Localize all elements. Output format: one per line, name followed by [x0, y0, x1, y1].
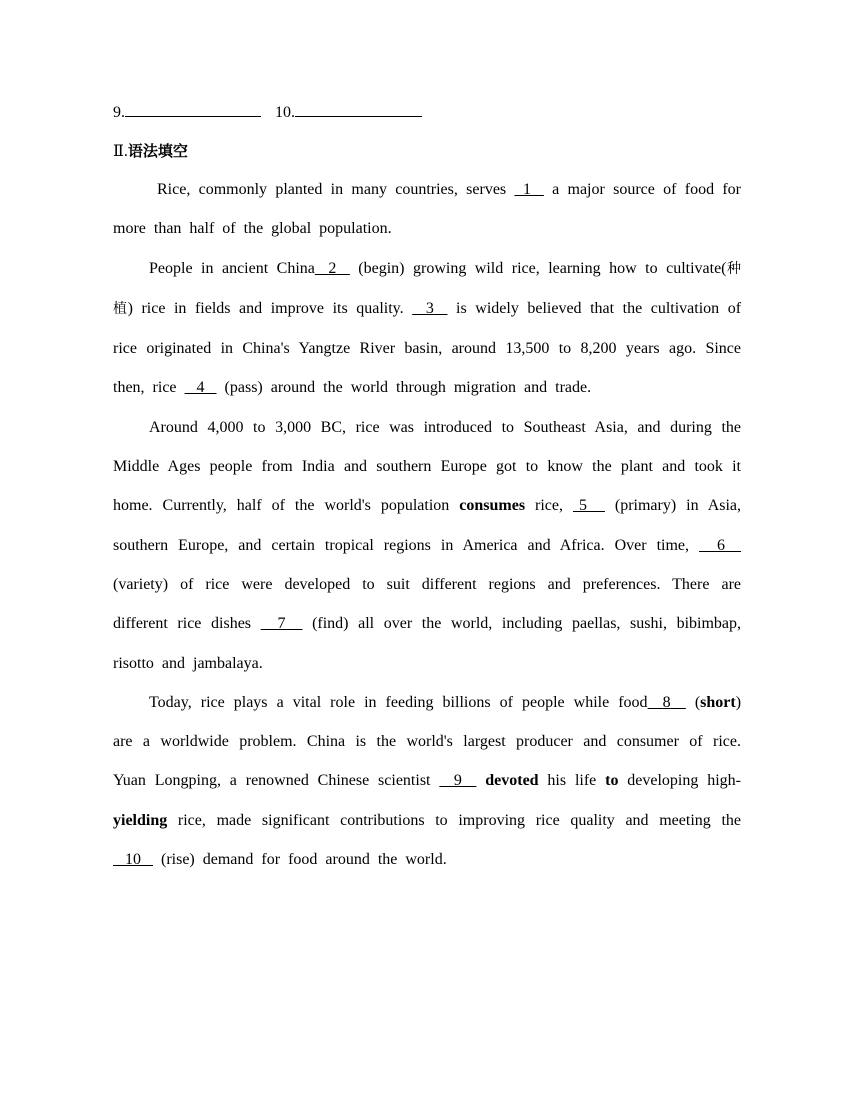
blank-7 [261, 615, 303, 632]
text-span: (variety) of rice were developed to suit different regions and preferences. There are different rice dishes [113, 575, 741, 633]
text-span: (rise) demand for food around the world. [153, 851, 447, 869]
chinese-gloss: 种植 [113, 260, 742, 317]
blank-10 [113, 851, 153, 868]
text-span: (begin) growing wild rice, learning how to cultivate( [349, 259, 727, 277]
blank-9 [439, 772, 476, 789]
answer-label-10: 10. [275, 104, 295, 121]
bold-word: consumes [459, 497, 526, 515]
text-span: rice, [525, 497, 573, 515]
text-span: Today, rice plays a vital role in feeding billions of people while food [149, 693, 648, 711]
bold-word: short [700, 693, 736, 711]
text-span: People in ancient China [149, 259, 315, 277]
text-span: (pass) around the world through migration and trade. [216, 379, 592, 397]
blank-1 [514, 181, 543, 198]
paragraph-2 [113, 249, 741, 408]
blank-5 [573, 497, 605, 514]
text-span: a major source of food for more than half of the global population. [113, 181, 742, 238]
text-span: his life [538, 772, 606, 790]
passage [113, 170, 741, 879]
text-span: rice, made significant contributions to improving rice quality and meeting the [167, 811, 741, 829]
section-title: 语法填空 [127, 142, 188, 160]
text-span: is widely believed that the cultivation of rice originated in China's Yangtze River basin, around 13,500 to 8,200 years ago. Since then, rice [113, 299, 742, 397]
answer-blank-10 [295, 100, 422, 117]
blank-6 [699, 537, 741, 554]
paragraph-3 [113, 408, 741, 683]
text-span: (primary) in Asia, southern Europe, and certain tropical regions in America and Africa. Over time, [113, 497, 742, 554]
blank-number: 3 [425, 299, 434, 317]
bold-word: devoted [485, 772, 539, 790]
text-span: ) are a worldwide problem. China is the world's largest producer and consumer of rice. Yuan Longping, a renowned Chinese scientist [113, 693, 742, 790]
bold-word: to [605, 772, 619, 790]
text-span: Rice, commonly planted in many countries, serves [157, 181, 515, 198]
text-span: Around 4,000 to 3,000 BC, rice was introduced to Southeast Asia, and during the Middle Ages people from India and southern Europe got to know the plant and took it home. Currently, half of the world's population [113, 418, 741, 515]
text-span: developing high- [618, 772, 741, 790]
blank-8 [648, 694, 686, 711]
text-span: ) rice in fields and improve its quality. [127, 299, 413, 317]
paragraph-4 [113, 683, 741, 879]
blank-number: 6 [717, 536, 726, 554]
answer-blank-9 [125, 100, 261, 117]
text-span: ( [685, 693, 701, 711]
paragraph-1 [113, 170, 741, 249]
section-numeral: Ⅱ. [113, 143, 128, 160]
answer-label-9: 9. [113, 104, 125, 121]
blank-number: 7 [277, 615, 286, 633]
blank-number: 1 [523, 181, 531, 198]
blank-number: 4 [196, 379, 205, 397]
blank-number: 10 [125, 851, 141, 869]
blank-4 [185, 379, 217, 396]
blank-number: 8 [662, 693, 671, 711]
blank-number: 9 [453, 772, 462, 790]
blank-number: 2 [328, 259, 337, 277]
blank-number: 5 [578, 497, 587, 515]
text-span: (find) all over the world, including paellas, sushi, bibimbap, risotto and jambalaya. [113, 615, 742, 672]
section-heading [113, 139, 188, 164]
answer-line-9-10 [113, 100, 422, 125]
blank-2 [315, 260, 350, 277]
blank-3 [412, 300, 447, 317]
bold-word: yielding [113, 811, 168, 829]
text-span [476, 772, 485, 789]
